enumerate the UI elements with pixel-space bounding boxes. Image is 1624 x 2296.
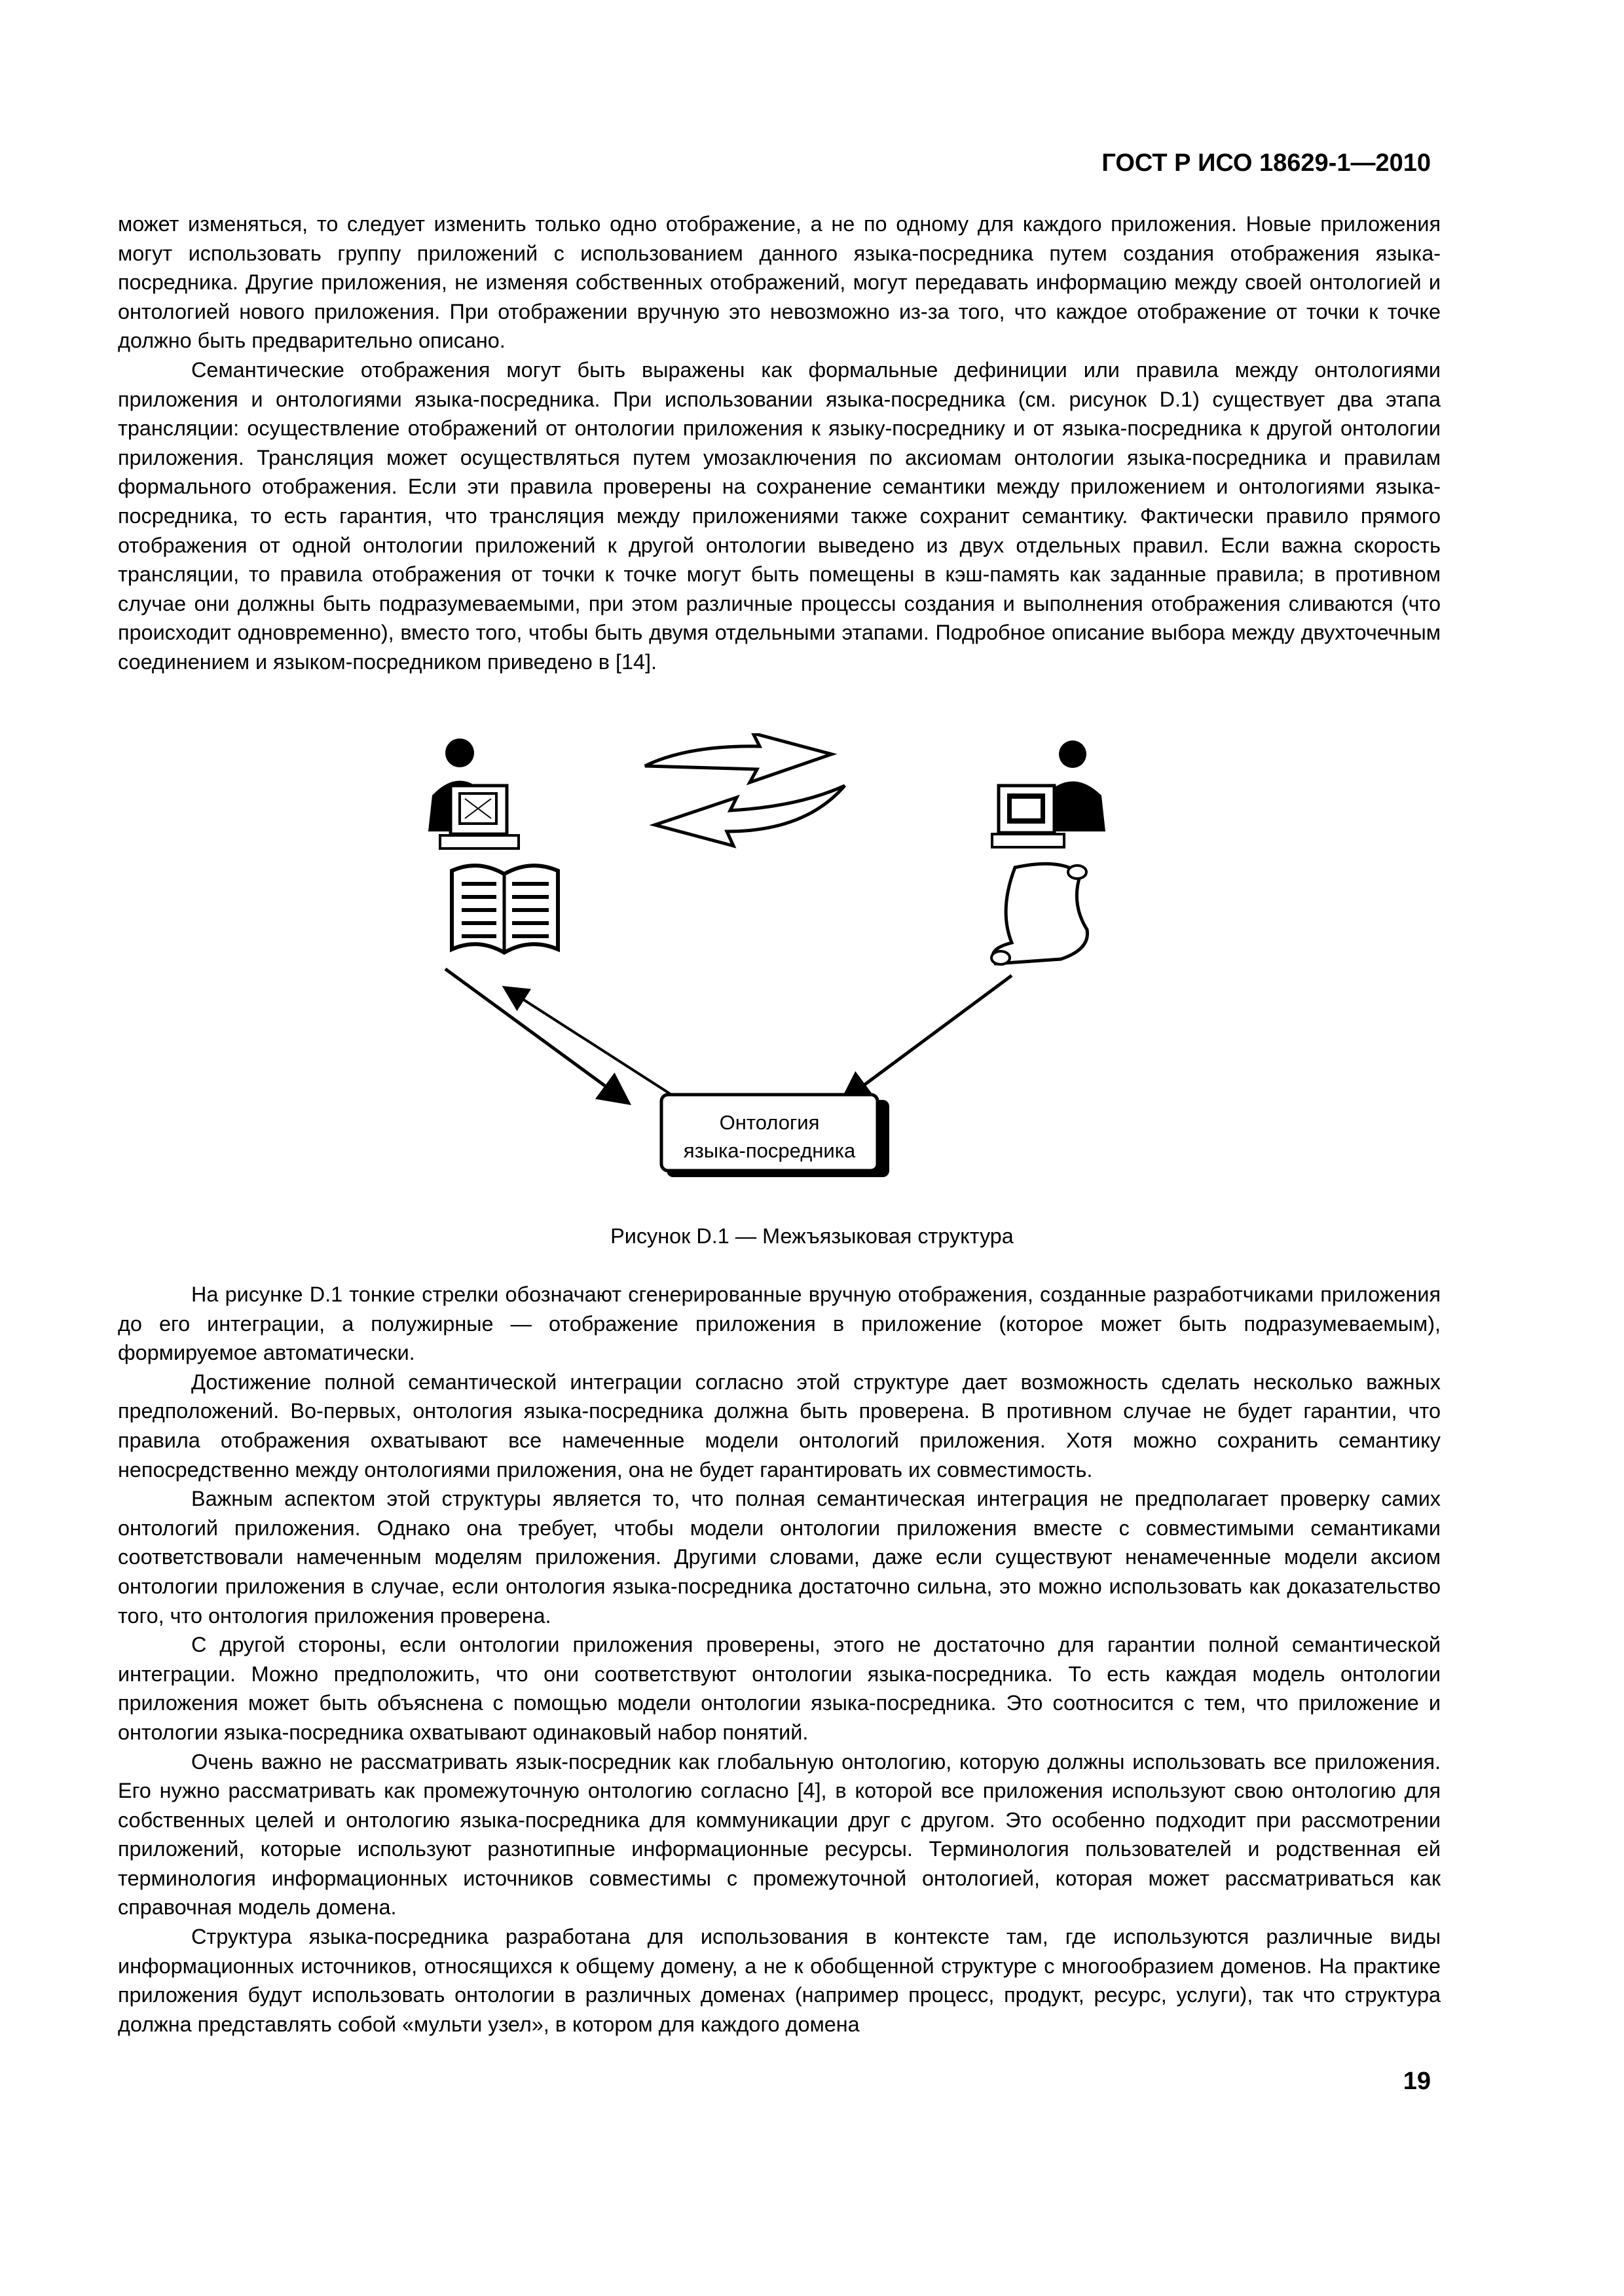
paragraph: На рисунке D.1 тонкие стрелки обозначают сгенерированные вручную отображения, созданные разработчиками приложения до его интеграции, а полужирные — отображение приложения в приложение (которое может быть подразумеваемым), формируемое автоматически.	[118, 1283, 1441, 1365]
left-arrows	[445, 969, 674, 1103]
paragraph: Структура языка-посредника разработана для использования в контексте там, где используются различные виды информационных источников, относящихся к общему домену, а не к обобщенной структуре с многообразием доменов. На практике приложения будут использовать онтологии в различных доменах (например процесс, продукт, ресурс, услуги), так что структура должна представлять собой «мульти узел», в котором для каждого домена	[118, 1925, 1441, 2036]
figure-caption: Рисунок D.1 — Межъязыковая структура	[610, 1224, 1014, 1248]
right-arrows	[841, 975, 1012, 1102]
interlingua-ontology-box	[661, 1095, 889, 1177]
paragraph: Семантические отображения могут быть выражены как формальные дефиниции или правила между онтологиями приложения и онтологиями языка-посредника. При использовании языка-посредника (см. рисунок D.1) существует два этапа трансляции: осуществление отображений от онтологии приложения к языку-посреднику и от языка-посредника к другой онтологии приложения. Трансляция может осуществляться путем умозаключения по аксиомам онтологии языка-посредника и правилам формального отображения. Если эти правила проверены на сохранение семантики между приложением и онтологиями языка-посредника, то есть гарантия, что трансляция между приложениями также сохранит семантику. Фактически правило прямого отображения от одной онтологии приложений к другой онтологии выведено из двух отдельных правил. Если важна скорость трансляции, то правила отображения от точки к точке могут быть помещены в кэш-память как заданные правила; в противном случае они должны быть подразумеваемыми, при этом различные процессы создания и выполнения отображения сливаются (что происходит одновременно), вместо того, чтобы быть двумя отдельными этапами. Подробное описание выбора между двухточечным соединением и языком-посредником приведено в [14].	[118, 357, 1441, 674]
figure-d1	[406, 733, 1166, 1192]
body-text-bottom	[118, 1280, 1441, 2039]
paragraph: может изменяться, то следует изменить только одно отображение, а не по одному для каждого приложения. Новые приложения могут использовать группу приложений с использованием данного языка-посредника путем создания отображения языка-посредника. Другие приложения, не изменяя собственных отображений, могут передавать информацию между своей онтологией и онтологией нового приложения. При отображении вручную это невозможно из-за того, что каждое отображение от точки к точке должно быть предварительно описано.	[118, 212, 1441, 353]
paragraph: С другой стороны, если онтологии приложения проверены, этого не достаточно для гарантии полной семантической интеграции. Можно предположить, что они соответствуют онтологии языка-посредника. То есть каждая модель онтологии приложения может быть объяснена с помощью модели онтологии языка-посредника. Это соотносится с тем, что приложение и онтологии языка-посредника охватывают одинаковый набор понятий.	[118, 1633, 1441, 1744]
scroll-icon	[991, 864, 1088, 964]
swoosh-arrow-left	[655, 786, 845, 846]
interlingua-diagram	[406, 733, 1166, 1192]
paragraph: Важным аспектом этой структуры является то, что полная семантическая интеграция не предполагает проверку самих онтологий приложения. Однако она требует, чтобы модели онтологии приложения вместе с совместимыми семантиками соответствовали намеченным моделям приложения. Другими словами, даже если существуют ненамеченные модели аксиом онтологии приложения в случае, если онтология языка-посредника достаточно сильна, это можно использовать как доказательство того, что онтология приложения проверена.	[118, 1487, 1441, 1628]
page-number: 19	[1403, 2068, 1431, 2095]
paragraph: Очень важно не рассматривать язык-посредник как глобальную онтологию, которую должны использовать все приложения. Его нужно рассматривать как промежуточную онтологию согласно [4], в которой все приложения используют свою онтологию для собственных целей и онтологию языка-посредника для коммуникации друг с другом. Это особенно подходит при рассмотрении приложений, которые используют разнотипные информационные ресурсы. Терминология пользователей и родственная ей терминология информационных источников совместимы с промежуточной онтологией, которая может рассматриваться как справочная модель домена.	[118, 1749, 1441, 1920]
open-book-icon	[452, 866, 558, 953]
swoosh-arrow-right	[645, 733, 832, 782]
box-label-line2: языка-посредника	[683, 1139, 856, 1162]
page-header-standard: ГОСТ Р ИСО 18629-1—2010	[1101, 149, 1431, 177]
paragraph: Достижение полной семантической интеграции согласно этой структуре дает возможность сделать несколько важных предположений. Во-первых, онтология языка-посредника должна быть проверена. В противном случае не будет гарантии, что правила отображения охватывают все намеченные модели онтологий приложения. Хотя можно сохранить семантику непосредственно между онтологиями приложения, она не будет гарантировать их совместимость.	[118, 1370, 1441, 1482]
woman-at-computer-icon	[428, 738, 519, 848]
box-label-line1: Онтология	[719, 1111, 820, 1134]
man-at-computer-icon	[992, 740, 1105, 847]
body-text-top	[118, 210, 1441, 677]
